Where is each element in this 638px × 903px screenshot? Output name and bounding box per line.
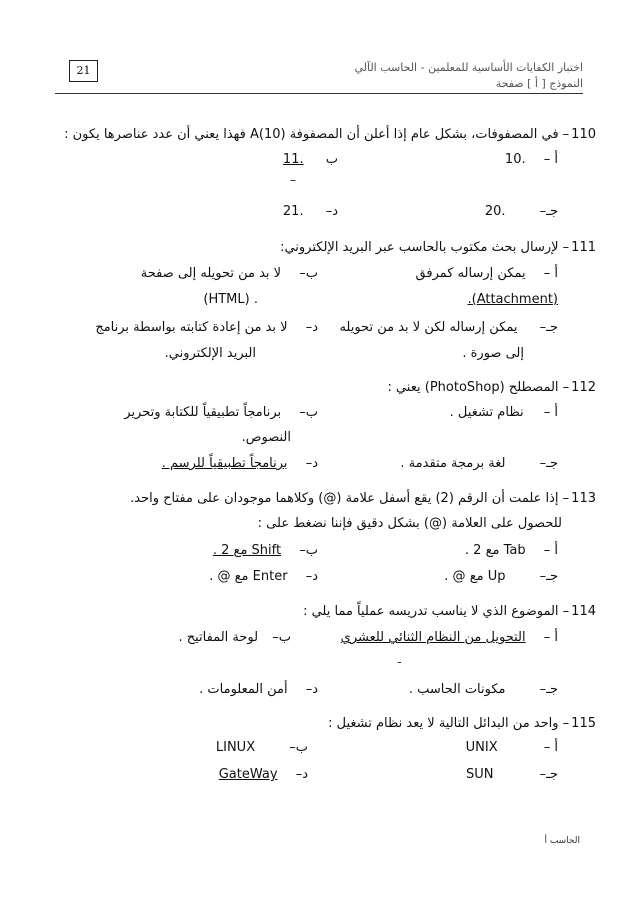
option-label: أ – [543,152,558,167]
option-label: د– [295,767,308,782]
option-text-cont: . (HTML) [203,292,258,307]
option-115-a[interactable] [466,740,558,755]
option-114-c[interactable] [409,682,558,697]
option-text: LINUX [215,740,256,755]
option-text: برنامجاً تطبيقياً للرسم . [161,456,288,471]
option-114-d[interactable] [199,682,318,697]
option-label: جـ– [539,682,558,697]
question-text: – في المصفوفات، بشكل عام إذا أعلن أن المصفوفة A(10) فهذا يعني أن عدد عناصرها يكون : [64,127,570,142]
option-text: .10 [504,152,526,167]
question-text: – الموضوع الذي لا يناسب تدريسه عملياً مما يلي : [303,604,570,619]
option-label: ب– [299,405,318,420]
question-number: 112 [571,380,596,395]
question-text: – إذا علمت أن الرقم (2) يقع أسفل علامة (@) وكلاهما موجودان على مفتاح واحد. [130,491,570,506]
option-text: لغة برمجة متقدمة . [400,456,506,471]
stray-dash-mark: – [290,173,296,187]
option-112-b[interactable] [124,405,318,420]
option-text: برنامجاً تطبيقياً للكتابة وتحرير [124,405,282,420]
question-number: 114 [571,604,596,619]
header-divider [55,93,583,94]
question-112 [387,380,596,395]
option-label: جـ– [539,320,558,335]
question-113 [130,491,596,506]
option-label: أ – [543,266,558,281]
option-110-a[interactable] [505,152,558,167]
question-number: 115 [571,716,596,731]
option-text: التحويل من النظام الثنائي للعشري [340,630,526,645]
option-114-a[interactable] [341,630,558,645]
page-footer: الحاسب أ [544,836,580,846]
page-header [55,57,583,97]
question-111 [280,240,596,255]
option-label: د– [325,204,338,219]
option-text-cont: إلى صورة . [462,346,524,361]
question-114 [303,604,596,619]
option-label: ب– [272,630,291,645]
option-text-cont: البريد الإلكتروني. [164,346,256,361]
option-111-b[interactable] [141,266,318,281]
option-text: مكونات الحاسب . [408,682,506,697]
option-label: جـ– [539,569,558,584]
question-text: – لإرسال بحث مكتوب بالحاسب عبر البريد الإلكتروني: [280,240,570,255]
question-number: 111 [571,240,596,255]
option-label: د– [305,682,318,697]
option-113-b[interactable] [213,543,318,558]
option-111-c-extra [462,346,524,361]
option-text: Up مع @ . [444,569,506,584]
question-113-line2 [258,516,562,531]
stray-mark: ـ [398,655,401,666]
option-text: Enter مع @ . [209,569,288,584]
option-label: جـ– [539,204,558,219]
option-115-c[interactable] [466,767,558,782]
option-label: د– [305,569,318,584]
option-text: .21 [282,204,304,219]
question-number: 113 [571,491,596,506]
option-text: لوحة المفاتيح . [178,630,259,645]
option-112-d[interactable] [162,456,318,471]
option-114-b[interactable] [178,630,291,645]
option-113-a[interactable] [465,543,558,558]
option-label: د– [305,320,318,335]
option-115-d[interactable] [219,767,308,782]
option-111-a-extra [467,292,558,307]
option-112-c[interactable] [400,456,558,471]
option-111-d[interactable] [95,320,318,335]
option-label: أ – [543,405,558,420]
header-subtitle: النموذج [ أ ] صفحة [495,77,583,90]
question-text: – المصطلح (PhotoShop) يعني : [387,380,570,395]
option-text: Tab مع 2 . [464,543,526,558]
option-112-a[interactable] [450,405,558,420]
option-label: د– [305,456,318,471]
option-text: SUN [466,767,494,782]
option-111-a[interactable] [416,266,558,281]
option-text: لا بد من تحويله إلى صفحة [140,266,282,281]
option-text: UNIX [465,740,498,755]
option-text-cont: النصوص. [241,430,291,445]
option-text: أمن المعلومات . [199,682,288,697]
option-text-cont: (Attachment). [467,292,558,307]
option-text: يمكن إرساله لكن لا بد من تحويله [339,320,518,335]
option-text: نظام تشغيل . [449,405,524,420]
option-label: جـ– [539,456,558,471]
option-label: أ – [543,630,558,645]
option-112-b-extra [242,430,291,445]
option-110-c[interactable] [485,204,558,219]
option-text: يمكن إرساله كمرفق [415,266,526,281]
option-text: .11 [282,152,304,167]
option-label: أ – [543,740,558,755]
option-label: ب– [289,740,308,755]
option-115-b[interactable] [216,740,308,755]
option-111-d-extra [165,346,256,361]
option-113-c[interactable] [444,569,558,584]
option-111-c[interactable] [339,320,558,335]
option-label: ب– [299,543,318,558]
option-text: Shift مع 2 . [212,543,282,558]
question-text-cont: للحصول على العلامة (@) بشكل دقيق فإننا نضغط على : [257,516,562,531]
option-label: ب [325,152,338,167]
option-110-b[interactable] [283,152,338,167]
header-title: اختبار الكفايات الأساسية للمعلمين - الحاسب الآلي [354,61,583,74]
option-text: GateWay [218,767,278,782]
option-text: .20 [484,204,506,219]
option-111-b-extra [203,292,258,307]
question-text: – واحد من البدائل التالية لا يعد نظام تشغيل : [328,716,570,731]
question-number: 110 [571,127,596,142]
option-label: جـ– [539,767,558,782]
option-text: لا بد من إعادة كتابته بواسطة برنامج [95,320,288,335]
question-110 [64,127,596,142]
option-110-d[interactable] [283,204,338,219]
page-number: 21 [69,60,98,82]
option-label: أ – [543,543,558,558]
option-113-d[interactable] [209,569,318,584]
question-115 [328,716,596,731]
option-label: ب– [299,266,318,281]
